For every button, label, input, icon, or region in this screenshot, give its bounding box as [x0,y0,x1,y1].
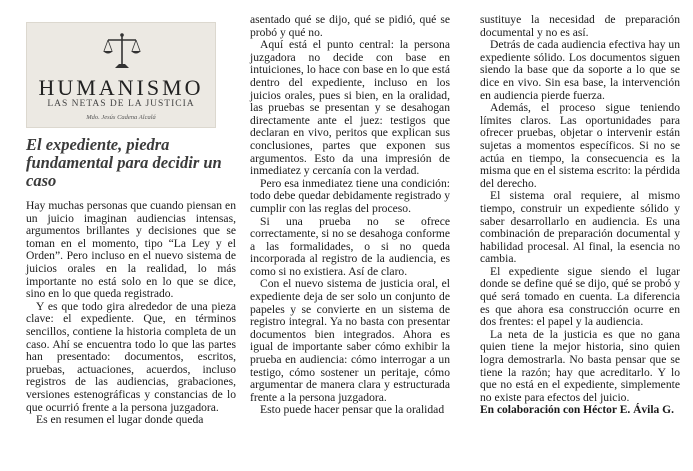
column-brand: HUMANISMO [38,75,204,100]
paragraph: sustituye la necesidad de preparación documental y no es así. [480,13,680,39]
paragraph: El sistema oral requiere, al mismo tiempo, construir un expediente sólido y saber desarrollarlo en audiencia. Es una combinación de preparación documental y habilidad procesal. Al final, la esencia no cambia. [480,189,680,266]
paragraph: Si una prueba no se ofrece correctamente, si no se desahoga conforme a las formalidades, o si no queda incorporada al registro de la audiencia, es como si no existiera. Así de claro. [250,214,450,278]
article-column-2 [250,14,450,417]
article-credit: En colaboración con Héctor E. Ávila G. [480,404,675,417]
paragraph: Aquí está el punto central: la persona juzgadora no decide con base en intuiciones, lo hace con base en lo que está dentro del expediente, incluso en los juicios orales, pues si bien, en la oralidad, las pruebas se presentan y se desahogan directamente ante el juez: testigos que declaran en vivo, peritos que explican sus conclusiones, partes que exponen sus argumentos. Esto da una impresión de inmediatez y cercanía con la verdad. [250,38,450,178]
paragraph: Es en resumen el lugar donde queda [36,413,204,427]
article-headline: El expediente, piedra fundamental para decidir un caso [26,135,222,190]
paragraph: Pero esa inmediatez tiene una condición: todo debe quedar debidamente registrado y cumplir con las reglas del proceso. [250,176,450,215]
column-subtitle: LAS NETAS DE LA JUSTICIA [47,99,195,109]
paragraph: Además, el proceso sigue teniendo límites claros. Las oportunidades para ofrecer pruebas, objetar o intervenir están sujetas a momentos específicos. Si no se actúa en tiempo, la consecuencia es la misma que en el sistema escrito: la pérdida del derecho. [480,101,680,190]
column-header [26,22,216,128]
article-column-3 [480,14,680,417]
paragraph: Con el nuevo sistema de justicia oral, el expediente deja de ser solo un conjunto de papeles y se convierte en un sistema de registro integral. Ya no basta con presentar documentos bien integrados. Ahora es igual de importante saber cómo exhibir la prueba en audiencia: cómo interrogar a un testigo, cómo sostener un peritaje, cómo argumentar de manera clara y estructurada frente a la persona juzgadora. [250,277,450,404]
paragraph: Hay muchas personas que cuando piensan en un juicio imaginan audiencias intensas, argumentos brillantes y decisiones que se toman en el momento, tipo “La Ley y el Orden”. Pero incluso en el nuevo sistema de juicios orales en la realidad, lo más importante no está solo en lo que se dice, sino en lo que queda registrado. [26,199,236,301]
paragraph: Y es que todo gira alrededor de una pieza clave: el expediente. Que, en términos sencillos, contiene la historia completa de un caso. Ahí se encuentra todo lo que las partes han presentado: documentos, escritos, pruebas, actuaciones, acuerdos, incluso registros de las audiencias, grabaciones, versiones estenográficas y constancias de lo que ocurrió frente a la persona juzgadora. [26,299,236,414]
paragraph: asentado qué se dijo, qué se pidió, qué se probó y qué no. [250,13,450,39]
paragraph: El expediente sigue siendo el lugar donde se define qué se dijo, qué se probó y qué será tomado en cuenta. La diferencia es que ahora esa construcción ocurre en dos frentes: el papel y la audiencia. [480,264,680,329]
paragraph: La neta de la justicia es que no gana quien tiene la mejor historia, sino quien logra demostrarla. No basta pensar que se tiene la razón; hay que acreditarlo. Y lo que no está en el expediente, simplemente no existe para efectos del juicio. [480,327,680,404]
paragraph: Esto puede hacer pensar que la oralidad [260,403,445,417]
scales-icon [102,31,142,71]
paragraph: Detrás de cada audiencia efectiva hay un expediente sólido. Los documentos siguen siendo la base que da soporte a lo que se dice en vivo. Sin esa base, la intervención en audiencia pierde fuerza. [480,38,680,102]
column-author: Mdo. Jesús Cadena Alcalá [86,114,156,121]
